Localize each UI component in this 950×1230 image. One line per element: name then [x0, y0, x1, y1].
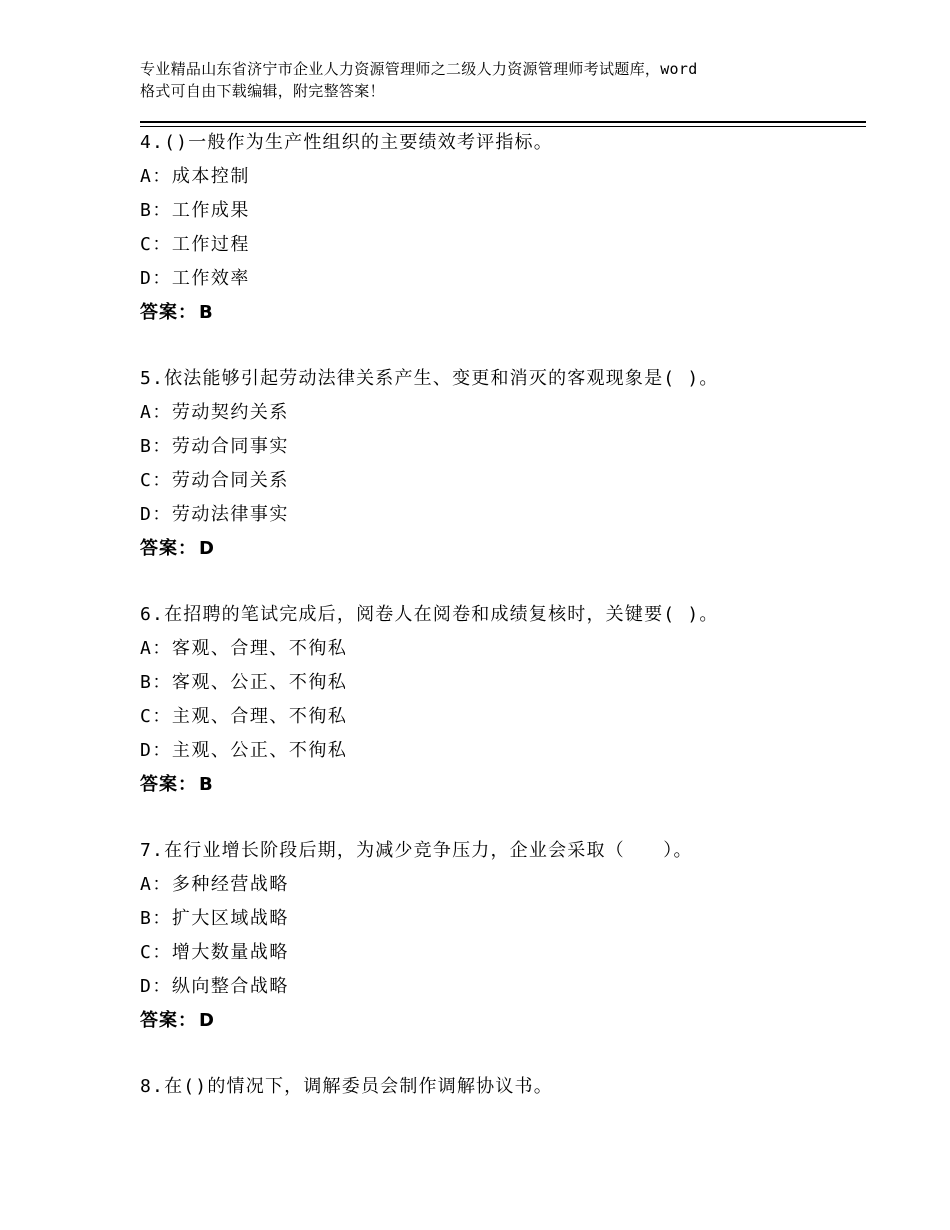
answer-value: D — [199, 538, 215, 559]
header-line-2: 格式可自由下载编辑，附完整答案！ — [140, 82, 385, 100]
question-4 — [140, 126, 870, 362]
answer-value: B — [199, 302, 214, 323]
answer-line — [140, 1004, 870, 1038]
answer-label: 答案： — [140, 302, 197, 323]
answer-line — [140, 296, 870, 330]
question-5 — [140, 362, 870, 598]
option-b: B：劳动合同事实 — [140, 436, 289, 457]
answer-line — [140, 768, 870, 802]
option-d: D：劳动法律事实 — [140, 504, 289, 525]
question-stem: 5.依法能够引起劳动法律关系产生、变更和消灭的客观现象是( )。 — [140, 368, 719, 389]
answer-label: 答案： — [140, 1010, 197, 1031]
answer-label: 答案： — [140, 774, 197, 795]
question-list — [140, 126, 870, 1104]
option-c: C：工作过程 — [140, 234, 250, 255]
option-b: B：扩大区域战略 — [140, 908, 289, 929]
answer-line — [140, 532, 870, 566]
option-d: D：主观、公正、不徇私 — [140, 740, 348, 761]
option-c: C：劳动合同关系 — [140, 470, 289, 491]
option-a: A：客观、合理、不徇私 — [140, 638, 348, 659]
question-stem: 7.在行业增长阶段后期，为减少竞争压力，企业会采取（ ）。 — [140, 840, 693, 861]
option-b: B：工作成果 — [140, 200, 250, 221]
document-header — [140, 58, 840, 102]
question-stem: 8.在()的情况下，调解委员会制作调解协议书。 — [140, 1076, 553, 1097]
question-stem: 6.在招聘的笔试完成后，阅卷人在阅卷和成绩复核时，关键要( )。 — [140, 604, 719, 625]
answer-value: D — [199, 1010, 215, 1031]
question-6 — [140, 598, 870, 834]
option-d: D：工作效率 — [140, 268, 250, 289]
option-d: D：纵向整合战略 — [140, 976, 289, 997]
option-b: B：客观、公正、不徇私 — [140, 672, 348, 693]
header-divider-thick — [140, 121, 866, 123]
question-7 — [140, 834, 870, 1070]
option-a: A：成本控制 — [140, 166, 250, 187]
option-c: C：主观、合理、不徇私 — [140, 706, 348, 727]
header-line-1: 专业精品山东省济宁市企业人力资源管理师之二级人力资源管理师考试题库，word — [140, 60, 698, 78]
answer-label: 答案： — [140, 538, 197, 559]
option-c: C：增大数量战略 — [140, 942, 289, 963]
option-a: A：多种经营战略 — [140, 874, 289, 895]
question-stem: 4.()一般作为生产性组织的主要绩效考评指标。 — [140, 132, 553, 153]
answer-value: B — [199, 774, 214, 795]
option-a: A：劳动契约关系 — [140, 402, 289, 423]
question-8 — [140, 1070, 870, 1104]
